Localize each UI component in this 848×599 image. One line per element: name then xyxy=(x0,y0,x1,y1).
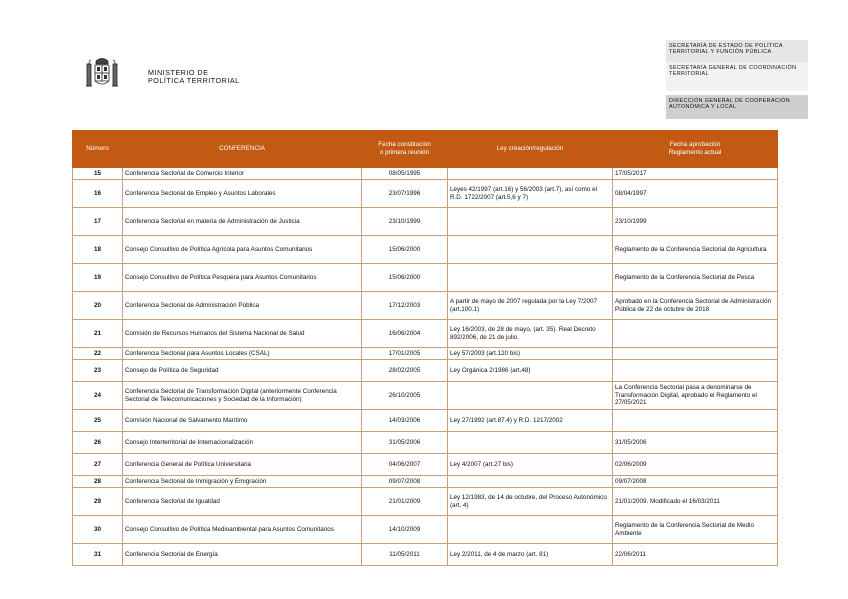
cell-ley xyxy=(448,168,613,180)
directorate-line-1: DIRECCIÓN GENERAL DE COOPERACIÓN xyxy=(669,98,791,104)
cell-numero: 31 xyxy=(73,544,123,566)
conferences-table xyxy=(72,130,778,566)
cell-fecha: 23/07/1996 xyxy=(362,180,448,208)
cell-conferencia: Conferencia Sectorial de Inmigración y Emigración xyxy=(123,476,362,488)
cell-ley: A partir de mayo de 2007 regulada por la Ley 7/2007 (art.100.1) xyxy=(448,292,613,320)
cell-reglamento: Reglamento de la Conferencia Sectorial de Pesca xyxy=(613,264,778,292)
table-row xyxy=(73,454,778,476)
cell-numero: 23 xyxy=(73,360,123,382)
secretariat-line-1: SECRETARÍA DE ESTADO DE POLÍTICA xyxy=(669,43,783,49)
cell-reglamento: 08/04/1997 xyxy=(613,180,778,208)
cell-fecha: 04/06/2007 xyxy=(362,454,448,476)
table-row xyxy=(73,264,778,292)
directorate-box xyxy=(666,95,808,119)
cell-conferencia: Consejo Consultivo de Política Agrícola para Asuntos Comunitarios xyxy=(123,236,362,264)
table-row xyxy=(73,208,778,236)
cell-conferencia: Conferencia Sectorial de Empleo y Asuntos Laborales xyxy=(123,180,362,208)
cell-fecha: 21/01/2009 xyxy=(362,488,448,516)
cell-fecha: 17/12/2003 xyxy=(362,292,448,320)
cell-fecha: 31/05/2006 xyxy=(362,432,448,454)
cell-conferencia: Conferencia General de Política Universitaria xyxy=(123,454,362,476)
cell-ley xyxy=(448,208,613,236)
cell-fecha: 08/05/1995 xyxy=(362,168,448,180)
cell-numero: 29 xyxy=(73,488,123,516)
cell-reglamento: Aprobado en la Conferencia Sectorial de Administración Pública de 22 de octubre de 2018 xyxy=(613,292,778,320)
cell-reglamento xyxy=(613,348,778,360)
cell-ley: Ley 12/1983, de 14 de octubre, del Proceso Autonómico (art. 4) xyxy=(448,488,613,516)
general-secretariat-line-1: SECRETARÍA GENERAL DE COORDINACIÓN xyxy=(669,65,797,71)
table-row xyxy=(73,476,778,488)
cell-numero: 15 xyxy=(73,168,123,180)
cell-reglamento: 09/07/2008 xyxy=(613,476,778,488)
cell-fecha: 16/06/2004 xyxy=(362,320,448,348)
cell-ley: Leyes 42/1997 (art.16) y 56/2003 (art.7), así como el R.D. 1722/2007 (art.5,6 y 7) xyxy=(448,180,613,208)
cell-reglamento xyxy=(613,360,778,382)
cell-numero: 28 xyxy=(73,476,123,488)
cell-fecha: 15/06/2000 xyxy=(362,236,448,264)
cell-numero: 26 xyxy=(73,432,123,454)
cell-conferencia: Conferencia Sectorial de Transformación Digital (anteriormente Conferencia Sectorial de Telecomunicaciones y Sociedad de la Información) xyxy=(123,382,362,410)
cell-conferencia: Comisión Nacional de Salvamento Marítimo xyxy=(123,410,362,432)
ministry-line-2: POLÍTICA TERRITORIAL xyxy=(148,76,240,86)
cell-numero: 20 xyxy=(73,292,123,320)
secretariat-line-2: TERRITORIAL Y FUNCIÓN PÚBLICA xyxy=(669,49,772,56)
cell-numero: 22 xyxy=(73,348,123,360)
cell-fecha: 11/05/2011 xyxy=(362,544,448,566)
cell-reglamento: Reglamento de la Conferencia Sectorial de Agricultura xyxy=(613,236,778,264)
cell-ley: Ley 2/2011, de 4 de marzo (art. 81) xyxy=(448,544,613,566)
table-row xyxy=(73,360,778,382)
table-row xyxy=(73,488,778,516)
cell-numero: 27 xyxy=(73,454,123,476)
cell-numero: 18 xyxy=(73,236,123,264)
cell-fecha: 28/02/2005 xyxy=(362,360,448,382)
cell-reglamento: 22/06/2011 xyxy=(613,544,778,566)
table-row xyxy=(73,432,778,454)
coat-of-arms-logo xyxy=(84,55,120,93)
cell-fecha: 14/03/2006 xyxy=(362,410,448,432)
secretariat-box xyxy=(666,40,808,62)
cell-reglamento: La Conferencia Sectorial pasa a denominarse de Transformación Digital, aprobado el Reglamento el 27/05/2021 xyxy=(613,382,778,410)
cell-reglamento: 23/10/1999 xyxy=(613,208,778,236)
cell-conferencia: Conferencia Sectorial para Asuntos Locales (CSAL) xyxy=(123,348,362,360)
cell-ley xyxy=(448,516,613,544)
cell-ley: Ley 4/2007 (art.27 bis) xyxy=(448,454,613,476)
cell-fecha: 09/07/2008 xyxy=(362,476,448,488)
cell-numero: 16 xyxy=(73,180,123,208)
header-fecha-line-2: o primera reunión xyxy=(379,149,430,156)
header-ley: Ley creación/regulación xyxy=(448,131,613,168)
cell-reglamento xyxy=(613,320,778,348)
table-row xyxy=(73,382,778,410)
cell-numero: 30 xyxy=(73,516,123,544)
cell-reglamento: 17/05/2017 xyxy=(613,168,778,180)
cell-fecha: 23/10/1999 xyxy=(362,208,448,236)
cell-ley xyxy=(448,264,613,292)
cell-conferencia: Conferencia Sectorial en materia de Administración de Justicia xyxy=(123,208,362,236)
cell-reglamento: 31/05/2006 xyxy=(613,432,778,454)
cell-conferencia: Consejo Consultivo de Política Pesquera para Asuntos Comunitarios xyxy=(123,264,362,292)
cell-ley xyxy=(448,476,613,488)
ministry-name xyxy=(148,69,240,86)
cell-reglamento: 02/06/2009 xyxy=(613,454,778,476)
table-row xyxy=(73,320,778,348)
cell-reglamento xyxy=(613,410,778,432)
ministry-line-1: MINISTERIO DE xyxy=(148,68,209,77)
header-reglamento-line-1: Fecha aprobación xyxy=(669,141,721,148)
table-row xyxy=(73,516,778,544)
header-reglamento-line-2: Reglamento actual xyxy=(668,149,722,156)
cell-fecha: 17/01/2005 xyxy=(362,348,448,360)
cell-conferencia: Consejo Interterritorial de Internacionalización xyxy=(123,432,362,454)
header-reglamento xyxy=(613,131,778,168)
cell-numero: 17 xyxy=(73,208,123,236)
cell-numero: 24 xyxy=(73,382,123,410)
cell-conferencia: Conferencia Sectorial de Energía xyxy=(123,544,362,566)
cell-ley xyxy=(448,236,613,264)
cell-ley: Ley 27/1992 (art.87.4) y R.D. 1217/2002 xyxy=(448,410,613,432)
table-row xyxy=(73,292,778,320)
header-numero: Número xyxy=(73,131,123,168)
table-row xyxy=(73,410,778,432)
cell-fecha: 15/06/2000 xyxy=(362,264,448,292)
cell-ley xyxy=(448,382,613,410)
header-fecha-line-1: Fecha constitución xyxy=(378,141,431,148)
header-fecha xyxy=(362,131,448,168)
cell-numero: 19 xyxy=(73,264,123,292)
header-conferencia: CONFERENCIA xyxy=(123,131,362,168)
cell-conferencia: Comisión de Recursos Humanos del Sistema Nacional de Salud xyxy=(123,320,362,348)
table-row xyxy=(73,236,778,264)
cell-ley: Ley 16/2003, de 28 de mayo, (art. 35). Real Decreto 892/2006, de 21 de julio. xyxy=(448,320,613,348)
cell-ley: Ley Orgánica 2/1986 (art.48) xyxy=(448,360,613,382)
table-row xyxy=(73,348,778,360)
cell-numero: 25 xyxy=(73,410,123,432)
cell-fecha: 14/10/2009 xyxy=(362,516,448,544)
cell-conferencia: Conferencia Sectorial de Igualdad xyxy=(123,488,362,516)
cell-fecha: 26/10/2005 xyxy=(362,382,448,410)
table-header-row xyxy=(73,131,778,168)
directorate-line-2: AUTONÓMICA Y LOCAL xyxy=(669,104,737,111)
cell-conferencia: Conferencia Sectorial de Administración Pública xyxy=(123,292,362,320)
table-row xyxy=(73,544,778,566)
cell-ley xyxy=(448,432,613,454)
cell-conferencia: Conferencia Sectorial de Comercio Interior xyxy=(123,168,362,180)
cell-ley: Ley 57/2003 (art.120 bis) xyxy=(448,348,613,360)
table-row xyxy=(73,180,778,208)
general-secretariat-box xyxy=(666,62,808,92)
cell-conferencia: Consejo Consultivo de Política Medioambiental para Asuntos Comunitarios xyxy=(123,516,362,544)
cell-conferencia: Consejo de Política de Seguridad xyxy=(123,360,362,382)
table-row xyxy=(73,168,778,180)
cell-reglamento: 21/01/2009. Modificado el 16/03/2011 xyxy=(613,488,778,516)
general-secretariat-line-2: TERRITORIAL xyxy=(669,71,709,78)
cell-reglamento: Reglamento de la Conferencia Sectorial de Medio Ambiente xyxy=(613,516,778,544)
cell-numero: 21 xyxy=(73,320,123,348)
